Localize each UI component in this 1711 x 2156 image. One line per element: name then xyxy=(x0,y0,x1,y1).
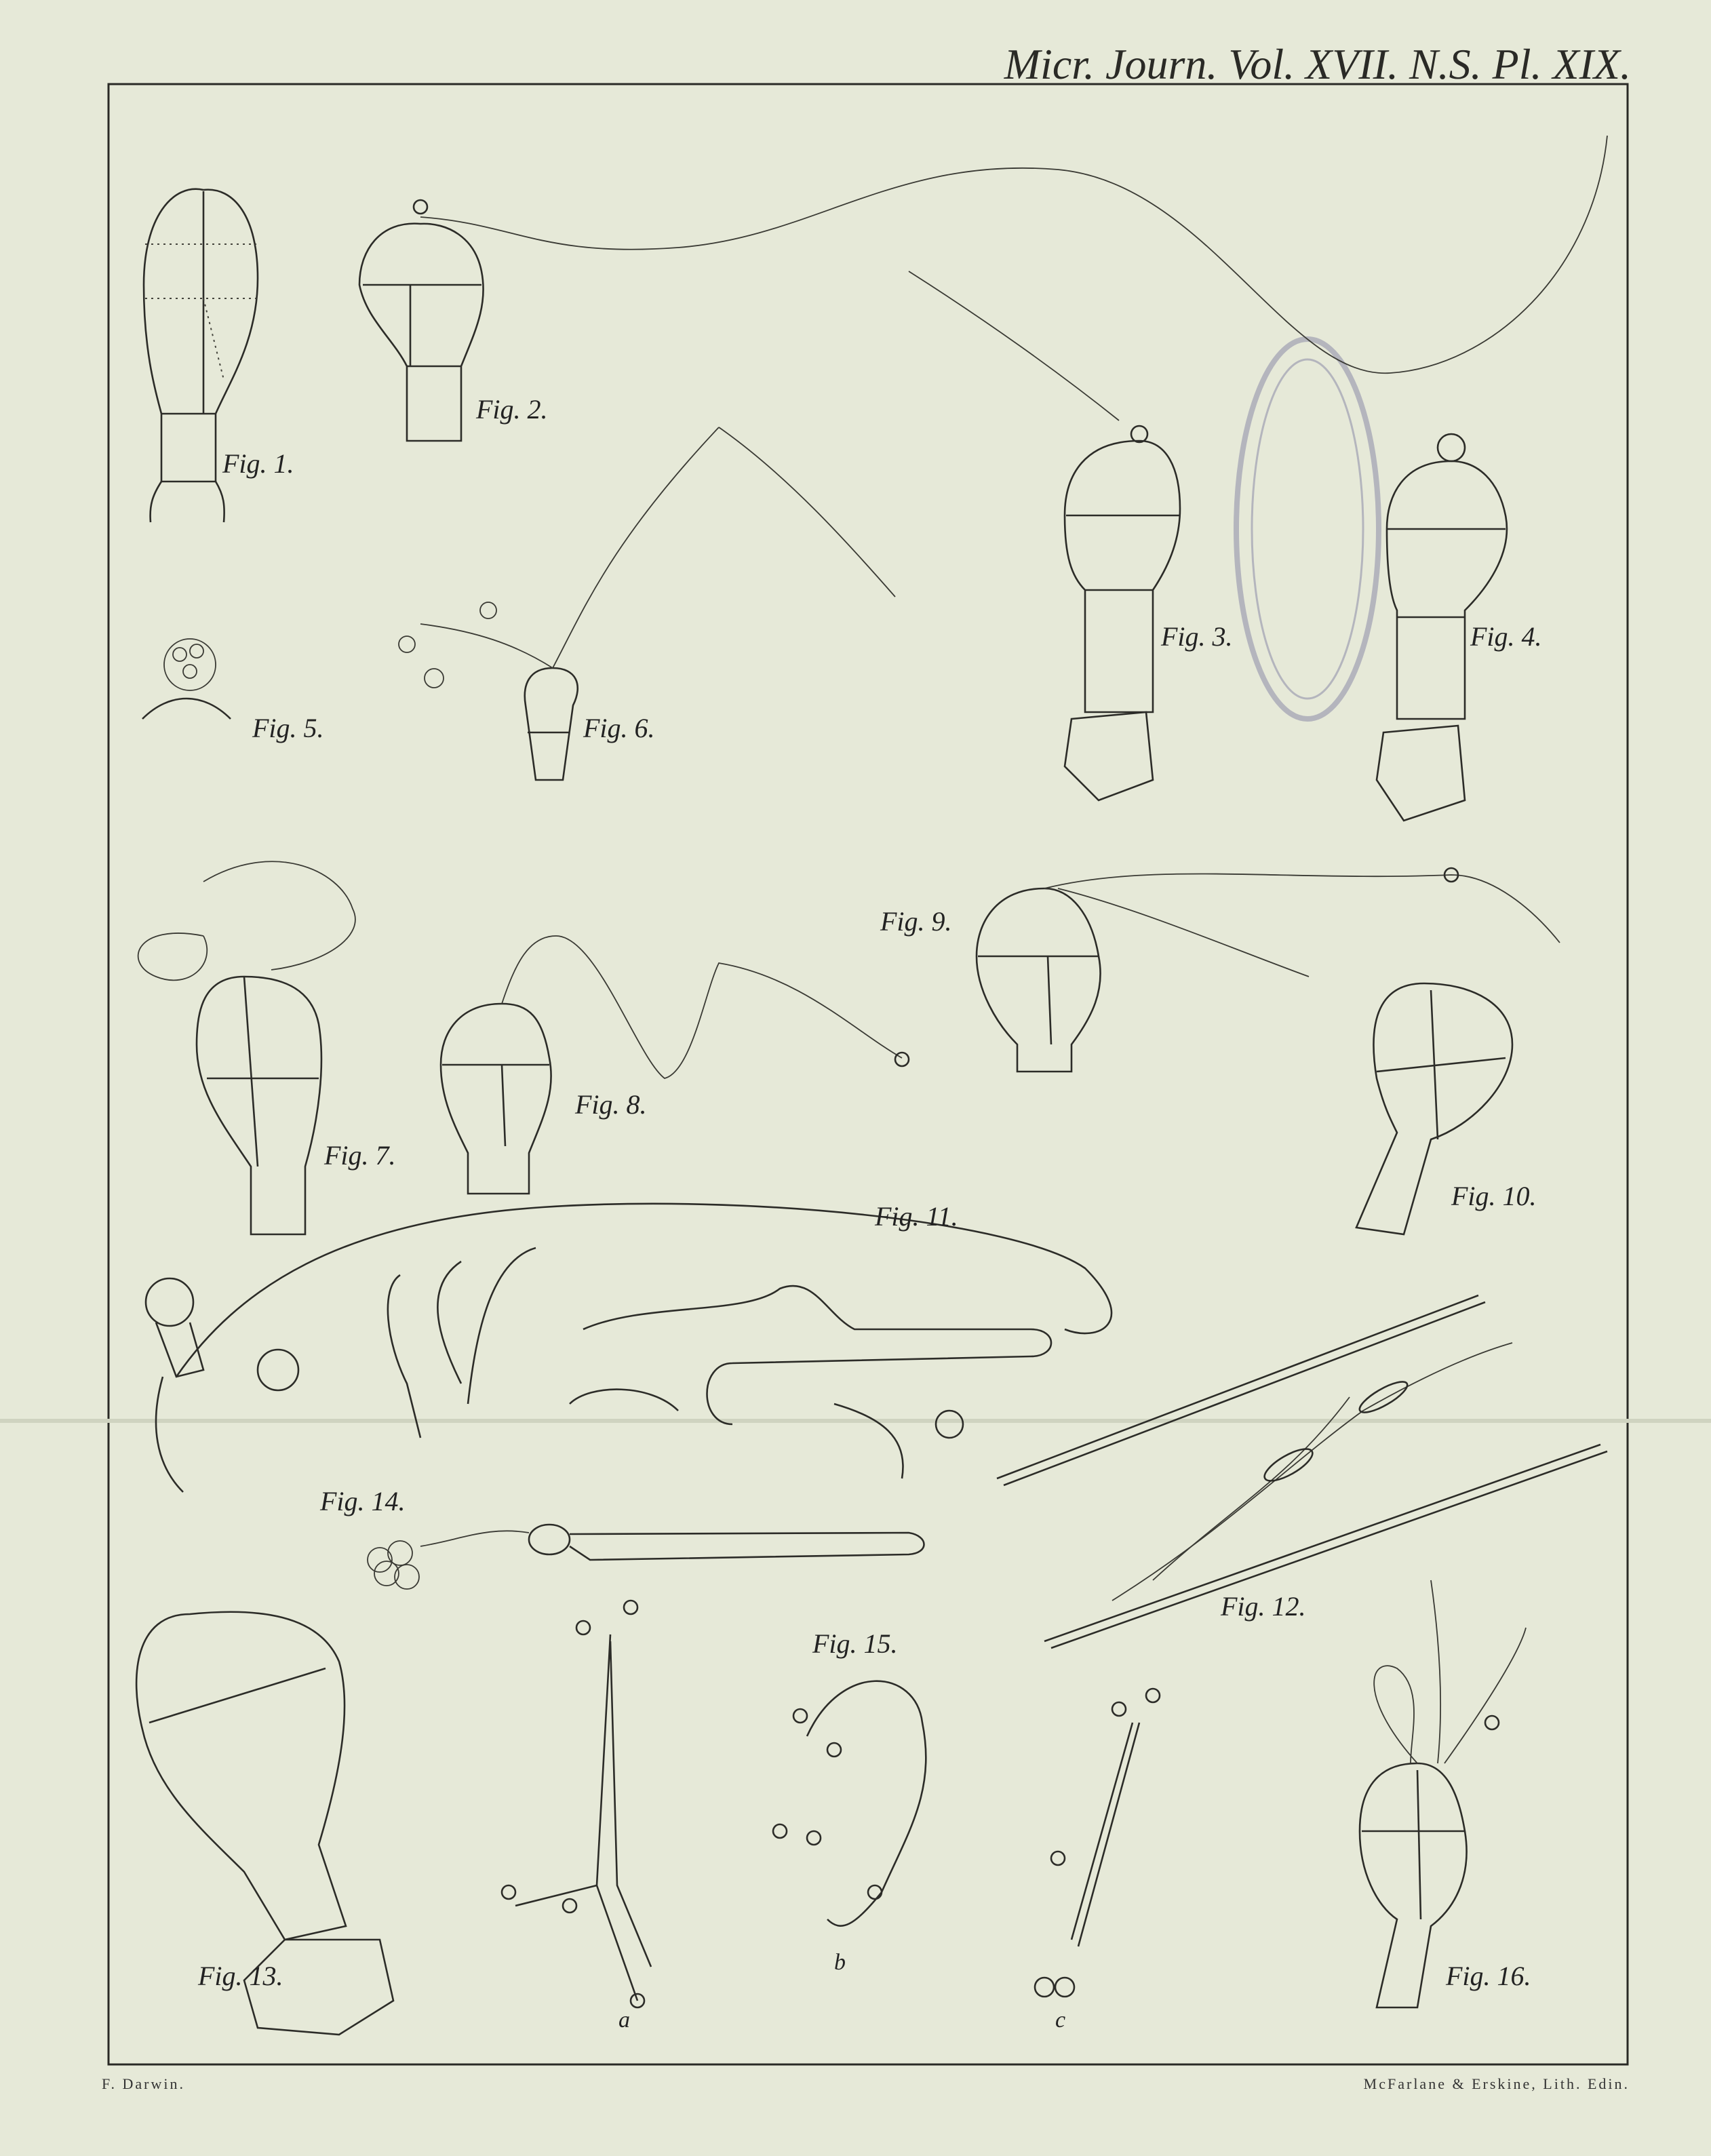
fig-15-part-c: c xyxy=(1055,2007,1066,2033)
fig-7-label: Fig. 7. xyxy=(324,1140,396,1171)
figure-15c-drawing xyxy=(1035,1689,1160,1997)
plate-border xyxy=(109,84,1628,2064)
figure-14-drawing xyxy=(368,1525,924,1589)
fig-15-part-a: a xyxy=(618,2007,630,2033)
fig-11-label: Fig. 11. xyxy=(875,1201,958,1232)
figure-8-drawing xyxy=(441,936,909,1194)
figure-7-drawing xyxy=(138,861,355,1234)
fig-2-label: Fig. 2. xyxy=(476,394,548,425)
fig-4-label: Fig. 4. xyxy=(1470,621,1542,652)
lithographer-credit: McFarlane & Erskine, Lith. Edin. xyxy=(1363,2075,1630,2092)
figure-3-drawing xyxy=(909,271,1180,800)
plate-header: Micr. Journ. Vol. XVII. N.S. Pl. XIX. xyxy=(1004,40,1631,88)
fig-1-label: Fig. 1. xyxy=(222,448,294,479)
library-stamp xyxy=(1236,339,1379,719)
figure-9-drawing xyxy=(977,868,1560,1072)
fig-15-part-b: b xyxy=(834,1950,846,1975)
fig-5-label: Fig. 5. xyxy=(252,713,324,743)
figure-15a-drawing xyxy=(502,1601,651,2007)
fig-15-label: Fig. 15. xyxy=(812,1628,898,1659)
fig-6-label: Fig. 6. xyxy=(583,713,655,743)
fig-8-label: Fig. 8. xyxy=(575,1089,647,1120)
figure-5-drawing xyxy=(142,639,231,719)
artist-credit: F. Darwin. xyxy=(102,2075,185,2092)
figure-16-drawing xyxy=(1360,1580,1526,2007)
fig-10-label: Fig. 10. xyxy=(1451,1181,1537,1211)
fig-9-label: Fig. 9. xyxy=(880,906,952,937)
fig-12-label: Fig. 12. xyxy=(1221,1591,1306,1622)
fig-14-label: Fig. 14. xyxy=(320,1486,406,1516)
figure-15b-drawing xyxy=(773,1681,926,1926)
fig-16-label: Fig. 16. xyxy=(1446,1961,1531,1991)
figure-11-drawing xyxy=(146,1204,1112,1492)
fig-13-label: Fig. 13. xyxy=(198,1961,283,1991)
fig-3-label: Fig. 3. xyxy=(1161,621,1233,652)
